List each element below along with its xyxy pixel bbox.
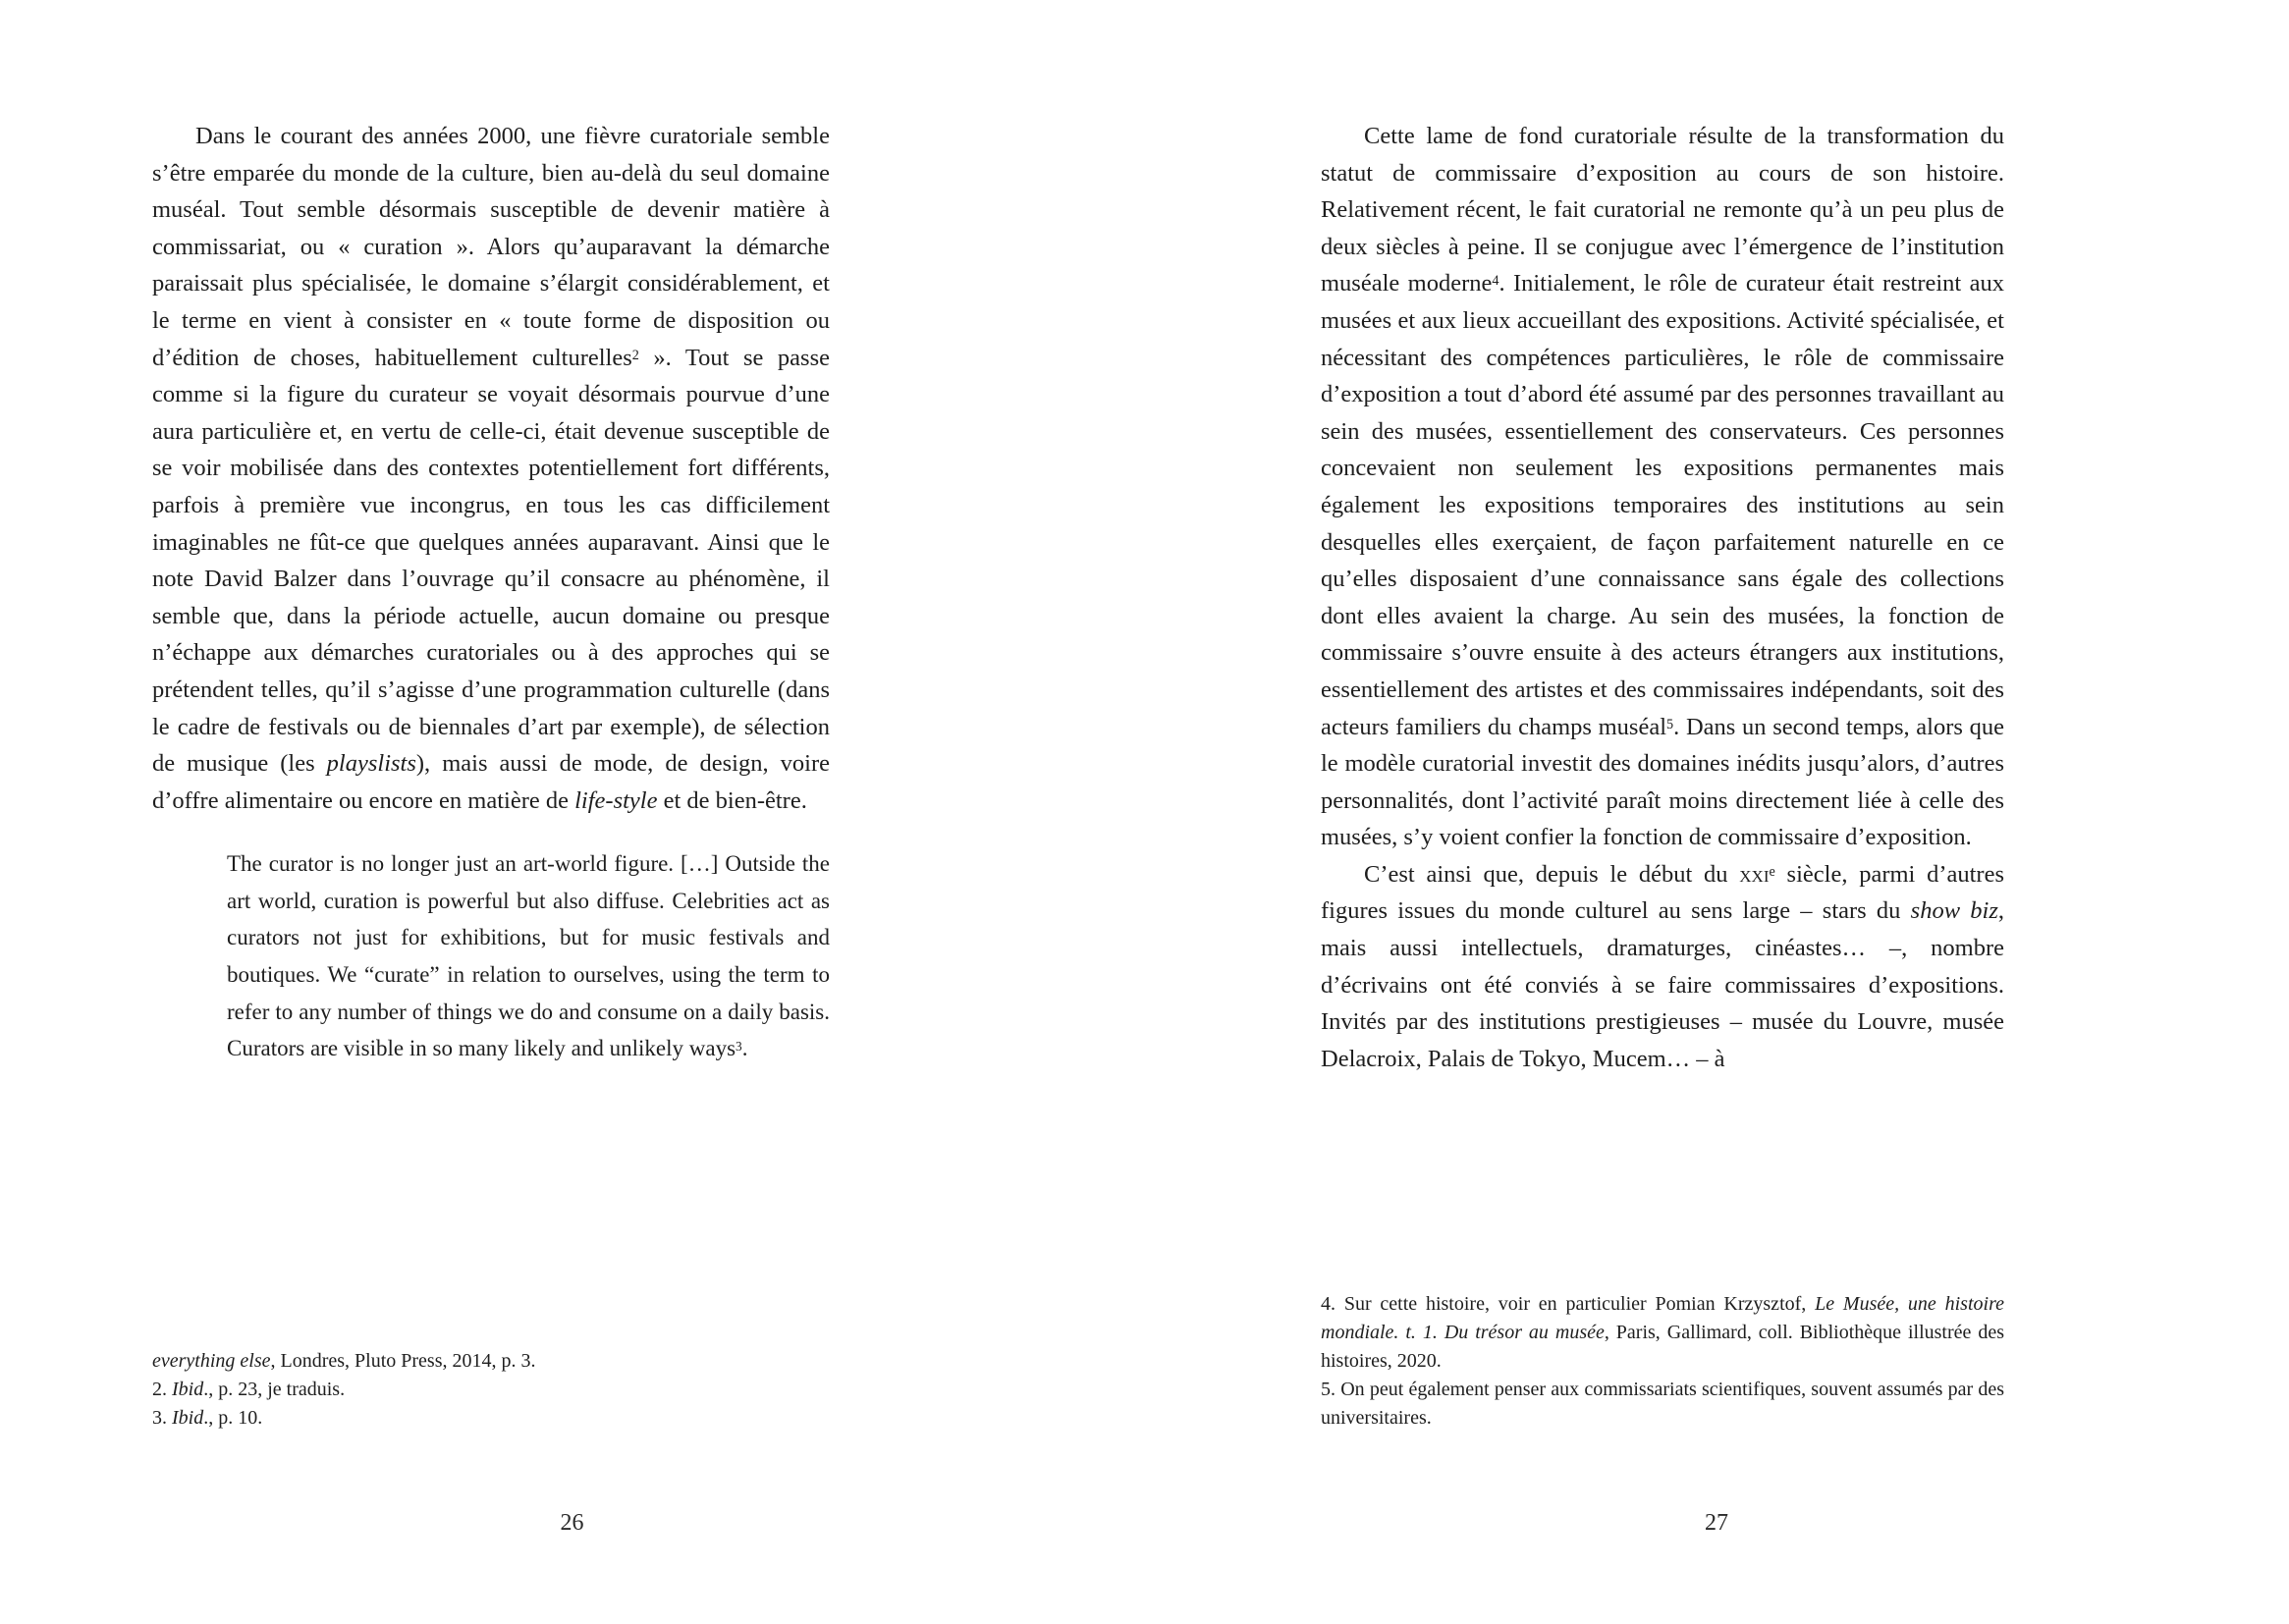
right-text-column xyxy=(1321,118,2004,1077)
page-number-right: 27 xyxy=(1705,1510,1728,1536)
left-footnotes xyxy=(152,1347,830,1433)
footnote-1-continuation: everything else, Londres, Pluto Press, 2014, p. 3. xyxy=(152,1350,536,1372)
right-footnotes xyxy=(1321,1290,2004,1433)
page-number-left: 26 xyxy=(560,1510,584,1536)
footnote-4: 4. Sur cette histoire, voir en particulier Pomian Krzysztof, Le Musée, une histoire mondiale. t. 1. Du trésor au musée, Paris, Gallimard, coll. Bibliothèque illustrée des histoires, 2020. xyxy=(1321,1293,2005,1372)
left-text-column xyxy=(152,118,830,1067)
footnote-3: 3. Ibid., p. 10. xyxy=(152,1407,263,1429)
footnote-5: 5. On peut également penser aux commissariats scientifiques, souvent assumés par des universitaires. xyxy=(1321,1379,2004,1429)
page-left xyxy=(0,0,1144,1624)
right-body-paragraph-1: Cette lame de fond curatoriale résulte de la transformation du statut de commissaire d’exposition au cours de son histoire. Relativement récent, le fait curatorial ne remonte qu’à un peu plus de deux siècles à peine. Il se conjugue avec l’émergence de l’institution muséale moderne$^4$. Initialement, le rôle de curateur était restreint aux musées et aux lieux accueillant des expositions. Activité spécialisée, et nécessitant des compétences particulières, le rôle de commissaire d’exposition a tout d’abord été assumé par des personnes travaillant au sein des musées, essentiellement des conservateurs. Ces personnes concevaient non seulement les expositions permanentes mais également les expositions temporaires des institutions au sein desquelles elles exerçaient, de façon parfaitement naturelle en ce qu’elles disposaient d’une connaissance sans égale des collections dont elles avaient la charge. Au sein des musées, la fonction de commissaire s’ouvre ensuite à des acteurs étrangers aux institutions, essentiellement des artistes et des commissaires indépendants, soit des acteurs familiers du champs muséal$^5$. Dans un second temps, alors que le modèle curatorial investit des domaines inédits jusqu’alors, d’autres personnalités, dont l’activité paraît moins directement liée à celle des musées, s’y voient confier la fonction de commissaire d’exposition. xyxy=(1321,123,2005,851)
english-block-quote: The curator is no longer just an art-world figure. […] Outside the art world, curation is powerful but also diffuse. Celebrities act as curators not just for exhibitions, but for music festivals and boutiques. We “curate” in relation to ourselves, using the term to refer to any number of things we do and consume on a daily basis. Curators are visible in so many likely and unlikely ways$^3$. xyxy=(227,851,830,1061)
left-body-paragraph: Dans le courant des années 2000, une fièvre curatoriale semble s’être emparée du monde de la culture, bien au-delà du seul domaine muséal. Tout semble désormais susceptible de devenir matière à commissariat, ou « curation ». Alors qu’auparavant la démarche paraissait plus spécialisée, le domaine s’élargit considérablement, et le terme en vient à consister en « toute forme de disposition ou d’édition de choses, habituellement culturelles$^2$ ». Tout se passe comme si la figure du curateur se voyait désormais pourvue d’une aura particulière et, en vertu de celle-ci, était devenue susceptible de se voir mobilisée dans des contextes potentiellement fort différents, parfois à première vue incongrus, en tous les cas difficilement imaginables ne fût-ce que quelques années auparavant. Ainsi que le note David Balzer dans l’ouvrage qu’il consacre au phénomène, il semble que, dans la période actuelle, aucun domaine ou presque n’échappe aux démarches curatoriales ou à des approches qui se prétendent telles, qu’il s’agisse d’une programmation culturelle (dans le cadre de festivals ou de biennales d’art par exemple), de sélection de musique (les playslists), mais aussi de mode, de design, voire d’offre alimentaire ou encore en matière de life-style et de bien-être. xyxy=(152,123,830,814)
right-body-paragraph-2: C’est ainsi que, depuis le début du xxi$^e$ siècle, parmi d’autres figures issues du monde culturel au sens large – stars du show biz, mais aussi intellectuels, dramaturges, cinéastes… –, nombre d’écrivains ont été conviés à se faire commissaires d’expositions. Invités par des institutions prestigieuses – musée du Louvre, musée Delacroix, Palais de Tokyo, Mucem… – à xyxy=(1321,860,2004,1072)
page-right xyxy=(1144,0,2289,1624)
footnote-2: 2. Ibid., p. 23, je traduis. xyxy=(152,1379,346,1400)
